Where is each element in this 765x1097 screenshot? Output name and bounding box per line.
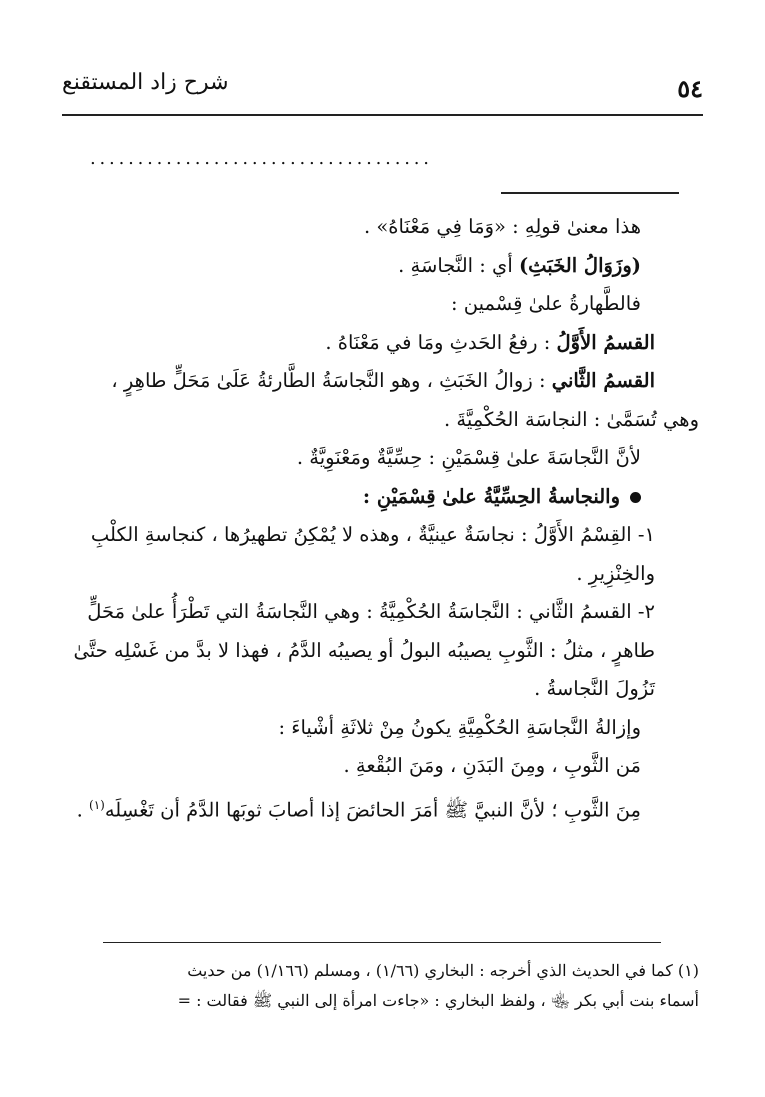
footnote-rule (103, 942, 661, 943)
footnote-line: (١) كما في الحديث الذي أخرجه : البخاري (١/٦٦) ، ومسلم (١/١٦٦) من حديث (187, 961, 699, 980)
paragraph: القسمُ الأَوَّلُ : رفعُ الحَدثِ ومَا في مَعْنَاهُ . (325, 330, 655, 354)
main-text (66, 208, 699, 830)
section-rule (501, 192, 679, 194)
paragraph: ١- القِسْمُ الأَوَّلُ : نجاسَةٌ عينيَّةٌ ، وهذه لا يُمْكِنُ تطهيرُها ، كنجاسةِ الكلْبِ والخِنْزِيرِ . (90, 523, 655, 585)
paragraph: فالطَّهارةُ علىٰ قِسْمين : (451, 292, 641, 315)
footnote-ref[interactable]: (١) (89, 797, 105, 812)
bold-term: القسمُ الأَوَّلُ (556, 330, 655, 354)
paragraph: مِنَ الثَّوبِ ؛ لأنَّ النبيَّ ﷺ أمَرَ الحائضَ إذا أصابَ ثوبَها الدَّمُ أن تَغْسِلَه$^{(١)}$ . (76, 797, 641, 821)
paragraph: هذا معنىٰ قولِهِ : «وَمَا فِي مَعْنَاهُ» . (363, 215, 641, 238)
paragraph: (وزَوَالُ الخَبَثِ) أي : النَّجاسَةِ . (398, 253, 641, 277)
paragraph: مَن الثَّوبِ ، ومِنَ البَدَنِ ، ومَنَ البُقْعةِ . (343, 754, 641, 777)
bold-term: القسمُ الثَّاني (551, 369, 655, 392)
paragraph: وهي تُسَمَّىٰ : النجاسَة الحُكْمِيَّةَ . (444, 407, 699, 431)
paragraph (66, 478, 699, 517)
page-number: ٥٤ (677, 74, 703, 103)
paragraph: ٢- القسمُ الثَّاني : النَّجاسَةُ الحُكْمِيَّةُ : وهي النَّجاسَةُ التي تَطْرَأُ علىٰ مَحَلٍّ طاهرٍ ، مثلُ : الثَّوبِ يصيبُه البولُ أو يصيبُه الدَّمُ ، فهذا لا بدَّ من غَسْلِه حتَّىٰ تَزُولَ النَّجاسةُ . (73, 600, 655, 700)
footnote-line: أسماء بنت أبي بكر ﵄ ، ولفظ البخاري : «جاءت امرأة إلى النبي ﷺ فقالت : = (177, 991, 699, 1010)
bold-term: (وزَوَالُ الخَبَثِ) (518, 253, 641, 277)
bullet-icon (630, 492, 641, 503)
paragraph: وإزالةُ النَّجاسَةِ الحُكْمِيَّةِ يكونُ مِنْ ثلاثَةِ أشْياءَ : (278, 715, 641, 739)
footnotes (66, 956, 699, 1016)
header-rule (62, 114, 703, 116)
running-title: شرح زاد المستقنع (62, 70, 229, 95)
paragraph: القسمُ الثَّاني : زوالُ الخَبَثِ ، وهو النَّجاسَةُ الطَّارئةُ عَلَىٰ مَحَلٍّ طاهِرٍ ، (111, 369, 655, 392)
page-header (62, 70, 703, 110)
bold-heading: والنجاسةُ الحِسِّيَّةُ علىٰ قِسْمَيْنِ : (362, 484, 620, 508)
paragraph: لأنَّ النَّجاسَةَ علىٰ قِسْمَيْنِ : حِسِّيَّةٌ ومَعْنَوِيَّةٌ . (296, 446, 641, 469)
dotted-separator: .................................... (90, 148, 433, 169)
